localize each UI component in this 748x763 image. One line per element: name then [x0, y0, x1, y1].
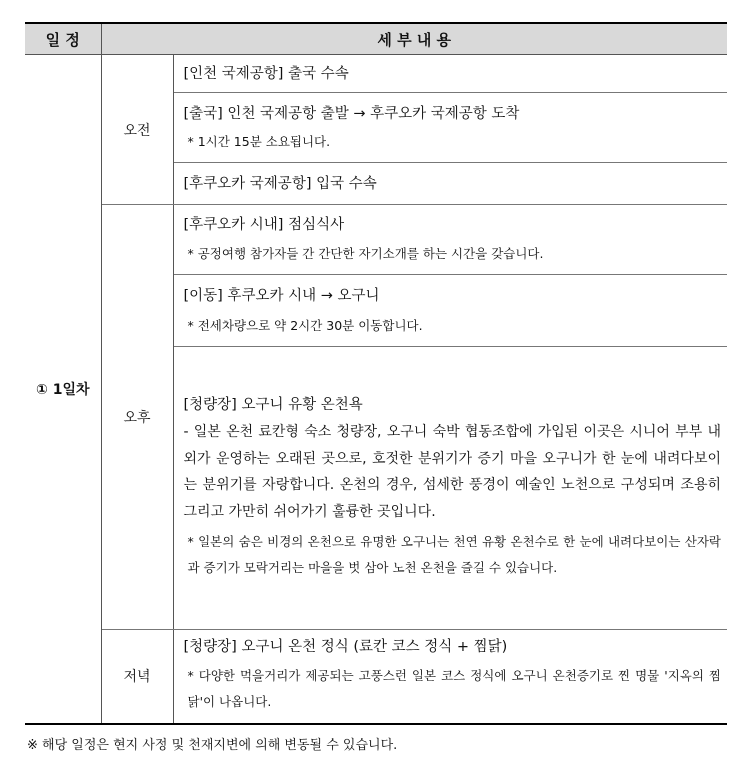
item-title: [청량장] 오구니 온천 정식 (료칸 코스 정식 + 찜닭) — [183, 639, 508, 656]
part-morning: 오전 — [101, 55, 173, 205]
item-cell — [173, 163, 727, 205]
table-row — [25, 630, 727, 724]
table-header-row — [25, 23, 727, 55]
part-evening: 저녁 — [101, 630, 173, 724]
header-details: 세 부 내 용 — [101, 23, 727, 55]
day-label: ① 1일차 — [25, 55, 101, 724]
item-note: * 전세차량으로 약 2시간 30분 이동합니다. — [187, 317, 423, 333]
part-afternoon: 오후 — [101, 205, 173, 630]
item-title: [후쿠오카 시내] 점심식사 — [183, 217, 345, 233]
item-cell — [173, 275, 727, 347]
item-title: [인천 국제공항] 출국 수속 — [183, 65, 349, 82]
item-cell — [173, 205, 727, 275]
item-cell — [173, 55, 727, 93]
item-note: * 일본의 숨은 비경의 온천으로 유명한 오구니는 천연 유황 온천수로 한 눈에 내려다보이는 산자락과 증기가 모락거리는 마을을 벗 삼아 노천 온천을 즐길 수 있습니다. — [187, 534, 721, 575]
item-cell — [173, 347, 727, 630]
header-schedule: 일 정 — [25, 23, 101, 55]
item-title: [청량장] 오구니 유황 온천욕 — [183, 397, 363, 413]
footer-note: ※ 해당 일정은 현지 사정 및 천재지변에 의해 변동될 수 있습니다. — [27, 738, 398, 753]
item-cell — [173, 630, 727, 724]
item-title: [이동] 후쿠오카 시내 → 오구니 — [183, 287, 380, 304]
item-note: * 다양한 먹을거리가 제공되는 고풍스런 일본 코스 정식에 오구니 온천증기로 찐 명물 '지옥의 찜닭'이 나옵니다. — [187, 668, 721, 710]
item-title: [출국] 인천 국제공항 출발 → 후쿠오카 국제공항 도착 — [183, 105, 520, 122]
item-note: * 1시간 15분 소요됩니다. — [187, 133, 331, 149]
item-description: - 일본 온천 료칸형 숙소 청량장, 오구니 숙박 협동조합에 가입된 이곳은 시니어 부부 내외가 운영하는 오래된 곳으로, 호젓한 분위기가 증기 마을 오구니가 한 눈에 내려다보이는 분위기를 자랑합니다. 온천의 경우, 섬세한 풍경이 예술인 노천으로 구성되며 조용히 그리고 가만히 쉬어가기 훌륭한 곳입니다. — [183, 424, 721, 520]
itinerary-table — [25, 22, 727, 725]
table-row — [25, 55, 727, 93]
item-note: * 공정여행 참가자들 간 간단한 자기소개를 하는 시간을 갖습니다. — [187, 246, 544, 261]
item-title: [후쿠오카 국제공항] 입국 수속 — [183, 175, 377, 192]
item-cell — [173, 93, 727, 163]
table-row — [25, 205, 727, 275]
